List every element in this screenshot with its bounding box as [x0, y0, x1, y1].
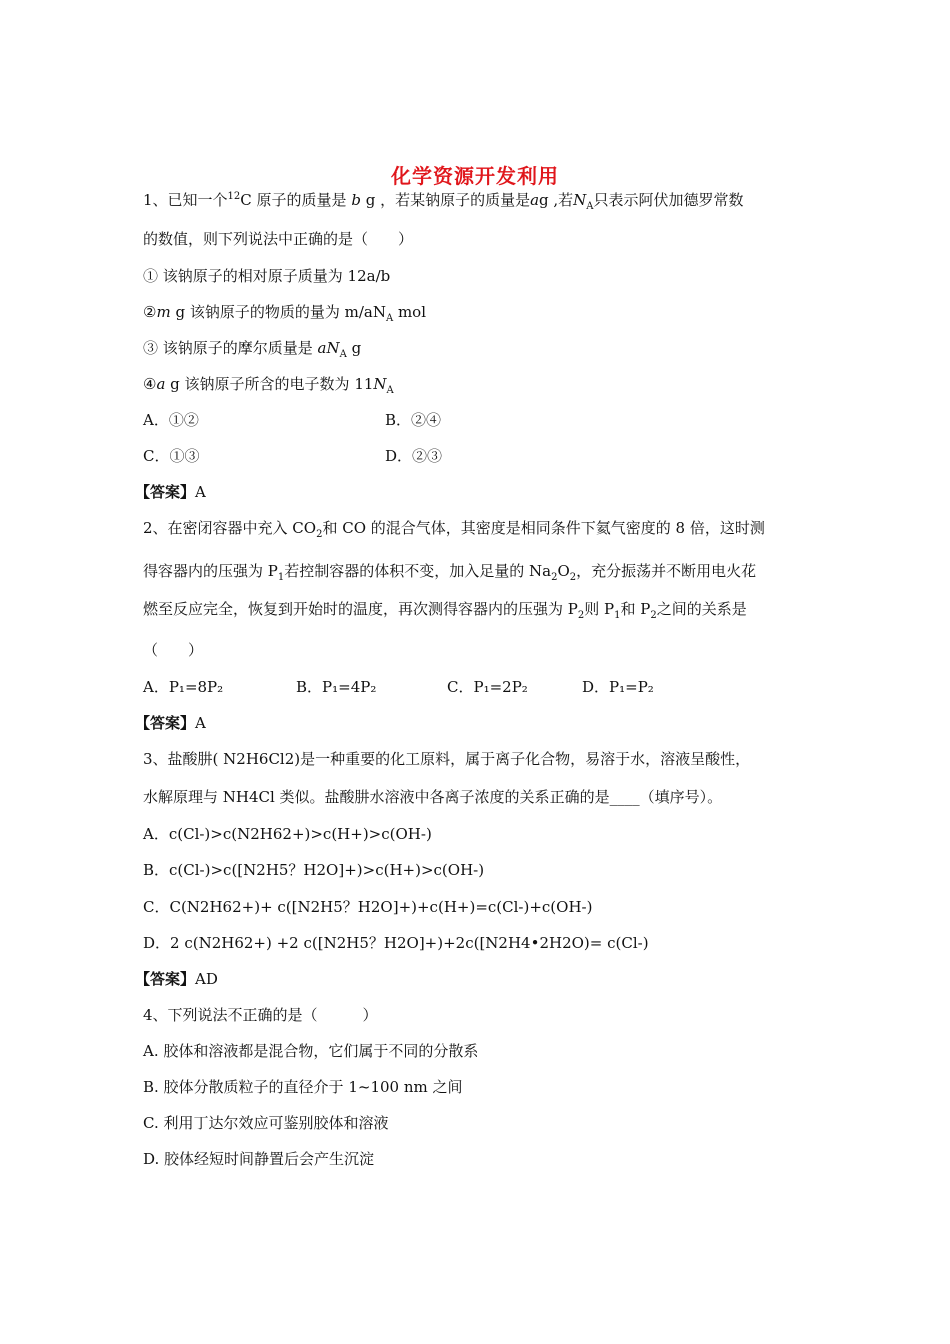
q1-statement-2: ②m g 该钠原子的物质的量为 $m/aN_A$ mol	[143, 303, 427, 324]
q2-line2: 得容器内的压强为 $P_1$若控制容器的体积不变，加入足量的 $Na_2O_2$，充分振荡并不断用电火花	[143, 562, 757, 583]
q2-line4: （ ）	[143, 641, 204, 659]
q3-option-d: D．2 c(N2H62+) +2 c([N2H5？H2O]+)+2c([N2H4•2H2O)= c(Cl-)	[143, 934, 649, 952]
q2-line3: 燃至反应完全，恢复到开始时的温度，再次测得容器内的压强为 $P_2$则 $P_1$和 $P_2$之间的关系是	[143, 600, 747, 621]
q3-line1: 3、盐酸肼( N2H6Cl2)是一种重要的化工原料，属于离子化合物，易溶于水，溶液呈酸性，	[143, 750, 751, 768]
q2-option-b: B．P₁=4P₂	[296, 678, 377, 696]
q1-statement-3: ③ 该钠原子的摩尔质量是 $aN_A$ g	[143, 339, 362, 360]
q1-option-b: B．②④	[385, 411, 442, 429]
q3-option-b: B．c(Cl-)>c([N2H5？H2O]+)>c(H+)>c(OH-)	[143, 861, 485, 879]
q1-line1: 1、已知一个$^{12}$C 原子的质量是 b g ，若某钠原子的质量是ag ,若$N_A$只表示阿伏加德罗常数	[143, 191, 744, 212]
q1-statement-4: ④a g 该钠原子所含的电子数为 $11N_A$	[143, 375, 394, 396]
q4-option-c: C. 利用丁达尔效应可鉴别胶体和溶液	[143, 1114, 389, 1132]
q1-answer: 【答案】A	[135, 483, 206, 501]
q4-line1: 4、下列说法不正确的是（ ）	[143, 1006, 378, 1024]
q1-line2: 的数值，则下列说法中正确的是（ ）	[143, 230, 414, 248]
q1-option-a: A．①②	[143, 411, 199, 429]
q2-option-c: C．P₁=2P₂	[447, 678, 528, 696]
q3-option-a: A．c(Cl-)>c(N2H62+)>c(H+)>c(OH-)	[143, 825, 432, 843]
q4-option-d: D. 胶体经短时间静置后会产生沉淀	[143, 1150, 375, 1168]
q1-statement-1: ① 该钠原子的相对原子质量为 12a/b	[143, 267, 391, 285]
q4-option-a: A. 胶体和溶液都是混合物，它们属于不同的分散系	[143, 1042, 479, 1060]
q2-line1: 2、在密闭容器中充入 $CO_2$和 CO 的混合气体，其密度是相同条件下氦气密度的 8 倍，这时测	[143, 519, 765, 540]
q3-line2: 水解原理与 NH4Cl 类似。盐酸肼水溶液中各离子浓度的关系正确的是____（填序号）。	[143, 788, 723, 806]
q2-option-a: A．P₁=8P₂	[143, 678, 224, 696]
q3-answer: 【答案】AD	[135, 970, 218, 988]
q4-option-b: B. 胶体分散质粒子的直径介于 1~100 nm 之间	[143, 1078, 463, 1096]
q1-option-d: D．②③	[385, 447, 443, 465]
page-title: 化学资源开发利用	[391, 164, 559, 188]
q2-answer: 【答案】A	[135, 714, 206, 732]
q2-option-d: D．P₁=P₂	[582, 678, 654, 696]
q3-option-c: C．C(N2H62+)+ c([N2H5？H2O]+)+c(H+)=c(Cl-)+c(OH-)	[143, 898, 593, 916]
q1-option-c: C．①③	[143, 447, 200, 465]
